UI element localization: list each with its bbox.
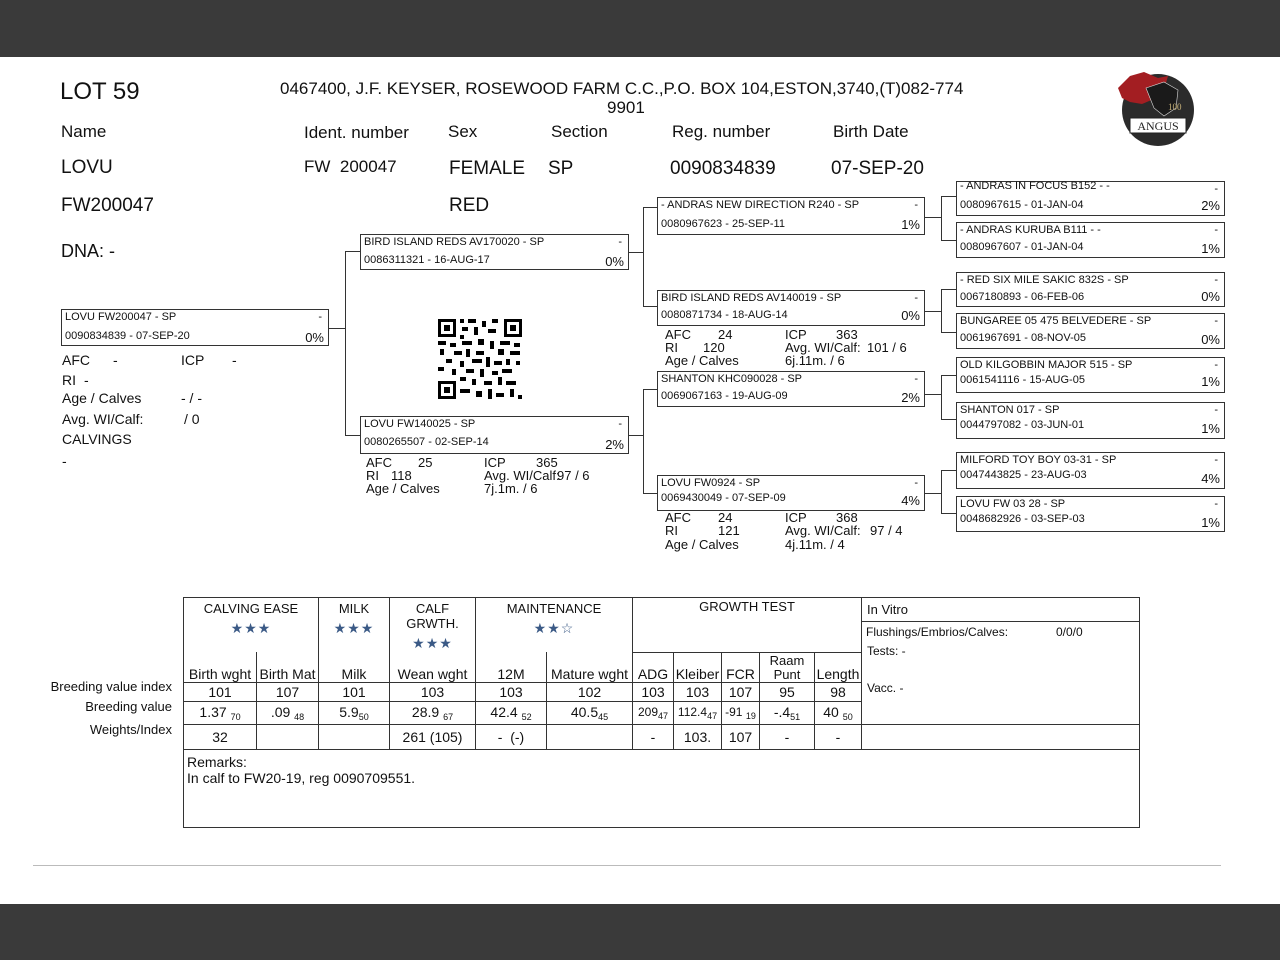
- connector-line: [941, 470, 956, 471]
- great-grandparent-box: [956, 496, 1225, 532]
- dam-reg: 0080265507 - 02-SEP-14: [364, 436, 489, 448]
- dna-status: DNA: -: [61, 241, 115, 261]
- group-maintenance-title: MAINTENANCE: [506, 601, 602, 616]
- connector-line: [941, 375, 942, 420]
- label-section: Section: [551, 122, 608, 141]
- great-grandparent-pct: 1%: [1201, 515, 1220, 530]
- dam-dam-pct: 4%: [901, 493, 920, 508]
- dam-dam-age: 4j.11m. / 4: [785, 537, 845, 552]
- index-cell: 107: [722, 682, 760, 701]
- dam-dam-wi: 97 / 4: [870, 523, 903, 538]
- great-grandparent-box: [956, 181, 1225, 216]
- value-cell: 28.9 $_{67}$: [390, 701, 476, 724]
- great-grandparent-reg: 0047443825 - 23-AUG-03: [960, 469, 1087, 481]
- value-cell: 40 $_{50}$: [815, 701, 862, 724]
- group-calving-ease-stars: ★★★: [230, 620, 272, 636]
- great-grandparent-box: [956, 313, 1225, 349]
- animal-code: FW200047: [61, 195, 154, 216]
- flushings-value: 0/0/0: [1056, 625, 1083, 639]
- remarks-text: In calf to FW20-19, reg 0090709551.: [187, 769, 416, 786]
- connector-line: [941, 289, 942, 333]
- dam-name: LOVU FW140025 - SP: [364, 418, 476, 430]
- connector-line: [643, 306, 657, 307]
- connector-line: [941, 375, 956, 376]
- dam-dam-wi-label: Avg. WI/Calf:: [785, 523, 861, 538]
- sire-dam-age: 6j.11m. / 6: [785, 353, 845, 368]
- sire-dam-icp: 363: [836, 327, 858, 342]
- side-panel: [862, 598, 1140, 725]
- remarks-box: [184, 749, 1140, 827]
- angus-logo: [1112, 68, 1196, 148]
- row-label-weights: Weights/Index: [89, 722, 172, 737]
- col-kleiber: Kleiber: [674, 652, 722, 682]
- index-cell: 101: [184, 682, 257, 701]
- connector-line: [941, 240, 956, 241]
- group-milk-stars: ★★★: [333, 620, 375, 636]
- sire-dam-reg: 0080871734 - 18-AUG-14: [661, 309, 788, 321]
- subject-ri: -: [84, 372, 89, 388]
- great-grandparent-name: SHANTON 017 - SP: [960, 404, 1060, 416]
- dam-box: [360, 416, 629, 454]
- label-name: Name: [61, 122, 107, 141]
- weight-cell: 103.: [674, 724, 722, 749]
- connector-line: [941, 470, 942, 514]
- col-12m: 12M: [476, 652, 547, 682]
- connector-line: [925, 217, 941, 218]
- great-grandparent-name: - RED SIX MILE SAKIC 832S - SP: [960, 274, 1129, 286]
- connector-line: [643, 207, 644, 307]
- group-maintenance-stars: ★★☆: [533, 620, 575, 636]
- sire-dam-icp-label: ICP: [785, 327, 807, 342]
- great-grandparent-box: [956, 222, 1225, 258]
- index-cell: 101: [319, 682, 390, 701]
- animal-colour: RED: [449, 195, 490, 216]
- great-grandparent-dash: -: [1214, 183, 1218, 195]
- dam-dam-ri: 121: [718, 523, 740, 538]
- great-grandparent-dash: -: [1214, 498, 1218, 510]
- group-milk: [319, 598, 390, 653]
- dam-dam-ri-label: RI: [665, 523, 678, 538]
- group-calving-ease-title: CALVING EASE: [203, 601, 299, 616]
- sire-sire-dash: -: [914, 199, 918, 211]
- dam-pct: 2%: [605, 437, 624, 452]
- subject-calvings: -: [62, 453, 67, 469]
- col-raam-punt: Raam Punt: [760, 652, 815, 682]
- dam-age: 7j.1m. / 6: [484, 481, 538, 496]
- group-calf-growth: [390, 598, 476, 653]
- vacc-label: Vacc. -: [867, 681, 904, 695]
- sire-sire-reg: 0080967623 - 25-SEP-11: [661, 218, 785, 230]
- dam-ri: 118: [391, 468, 412, 483]
- subject-icp: -: [232, 352, 237, 368]
- dam-dam-reg: 0069430049 - 07-SEP-09: [661, 492, 786, 504]
- weight-cell: -: [633, 724, 674, 749]
- col-adg: ADG: [633, 652, 674, 682]
- weight-cell: 107: [722, 724, 760, 749]
- dam-wi: 97 / 6: [557, 468, 590, 483]
- dam-afc-label: AFC: [366, 455, 392, 470]
- label-reg: Reg. number: [672, 122, 771, 141]
- animal-section: SP: [548, 158, 574, 179]
- dam-icp-label: ICP: [484, 455, 506, 470]
- owner-line-1: 0467400, J.F. KEYSER, ROSEWOOD FARM C.C.,P.O. BOX 104,ESTON,3740,(T)082-774: [280, 79, 964, 98]
- logo-number: 100: [1168, 102, 1182, 112]
- great-grandparent-name: - ANDRAS IN FOCUS B152 - -: [960, 180, 1110, 192]
- dam-sire-box: [657, 371, 925, 407]
- weight-cell: [257, 724, 319, 749]
- great-grandparent-name: MILFORD TOY BOY 03-31 - SP: [960, 454, 1117, 466]
- group-maintenance: [476, 598, 633, 653]
- value-cell: 42.4 $_{52}$: [476, 701, 547, 724]
- sire-sire-pct: 1%: [901, 217, 920, 232]
- flushings-label: Flushings/Embrios/Calves:: [866, 625, 1009, 639]
- top-frame-bar: [0, 0, 1280, 57]
- dam-sire-dash: -: [914, 373, 918, 385]
- subject-wi-label: Avg. WI/Calf:: [62, 411, 144, 427]
- great-grandparent-box: [956, 402, 1225, 439]
- great-grandparent-reg: 0061967691 - 08-NOV-05: [960, 332, 1086, 344]
- weight-cell: - (-): [476, 724, 547, 749]
- great-grandparent-dash: -: [1214, 224, 1218, 236]
- dam-dash: -: [618, 418, 622, 430]
- qr-code: [436, 317, 524, 401]
- connector-line: [941, 196, 956, 197]
- great-grandparent-name: BUNGAREE 05 475 BELVEDERE - SP: [960, 315, 1152, 327]
- index-cell: 107: [257, 682, 319, 701]
- sire-sire-box: [657, 197, 925, 235]
- connector-line: [925, 311, 941, 312]
- dam-dam-afc: 24: [718, 510, 733, 525]
- animal-reg: 0090834839: [670, 158, 776, 179]
- connector-line: [643, 493, 657, 494]
- animal-name: LOVU: [61, 157, 113, 178]
- subject-icp-label: ICP: [181, 352, 205, 368]
- great-grandparent-name: OLD KILGOBBIN MAJOR 515 - SP: [960, 359, 1133, 371]
- index-cell: 102: [547, 682, 633, 701]
- sire-dam-dash: -: [914, 292, 918, 304]
- dam-ri-label: RI: [366, 468, 379, 483]
- group-calf-growth-stars: ★★★: [412, 635, 453, 651]
- sire-sire-name: - ANDRAS NEW DIRECTION R240 - SP: [661, 199, 860, 211]
- great-grandparent-name: - ANDRAS KURUBA B111 - -: [960, 224, 1101, 236]
- great-grandparent-box: [956, 452, 1225, 489]
- group-calving-ease: [184, 598, 319, 653]
- col-fcr: FCR: [722, 652, 760, 682]
- dam-sire-reg: 0069067163 - 19-AUG-09: [661, 390, 788, 402]
- subject-pct: 0%: [305, 330, 324, 345]
- logo-text: ANGUS: [1137, 119, 1179, 133]
- great-grandparent-pct: 1%: [1201, 421, 1220, 436]
- dam-dam-icp: 368: [836, 510, 858, 525]
- index-cell: 95: [760, 682, 815, 701]
- connector-line: [941, 513, 956, 514]
- sire-pct: 0%: [605, 254, 624, 269]
- sire-dam-ri-label: RI: [665, 340, 678, 355]
- sire-name: BIRD ISLAND REDS AV170020 - SP: [364, 236, 545, 248]
- dam-wi-label: Avg. WI/Calf:: [484, 468, 560, 483]
- sire-dam-box: [657, 290, 925, 326]
- great-grandparent-pct: 0%: [1201, 289, 1220, 304]
- dam-sire-name: SHANTON KHC090028 - SP: [661, 373, 803, 385]
- col-birth-wght: Birth wght: [184, 652, 257, 682]
- great-grandparent-reg: 0048682926 - 03-SEP-03: [960, 513, 1085, 525]
- dam-dam-afc-label: AFC: [665, 510, 691, 525]
- col-wean-wght: Wean wght: [390, 652, 476, 682]
- connector-line: [941, 196, 942, 241]
- connector-line: [643, 389, 657, 390]
- dam-sire-pct: 2%: [901, 390, 920, 405]
- sire-dam-age-label: Age / Calves: [665, 353, 739, 368]
- index-cell: 103: [633, 682, 674, 701]
- great-grandparent-name: LOVU FW 03 28 - SP: [960, 498, 1066, 510]
- subject-calvings-label: CALVINGS: [62, 431, 132, 447]
- weight-cell: -: [815, 724, 862, 749]
- great-grandparent-reg: 0080967615 - 01-JAN-04: [960, 199, 1084, 211]
- index-cell: 103: [390, 682, 476, 701]
- group-growth-test: [633, 598, 862, 653]
- sire-dam-afc: 24: [718, 327, 733, 342]
- connector-line: [345, 251, 346, 436]
- great-grandparent-pct: 2%: [1201, 198, 1220, 213]
- great-grandparent-reg: 0080967607 - 01-JAN-04: [960, 241, 1084, 253]
- great-grandparent-box: [956, 272, 1225, 307]
- great-grandparent-pct: 1%: [1201, 374, 1220, 389]
- sire-dash: -: [618, 236, 622, 248]
- footer-divider: [33, 865, 1221, 866]
- great-grandparent-dash: -: [1214, 359, 1218, 371]
- great-grandparent-pct: 4%: [1201, 471, 1220, 486]
- sire-box: [360, 234, 629, 270]
- sire-dam-wi-label: Avg. WI/Calf:: [785, 340, 861, 355]
- dam-dam-age-label: Age / Calves: [665, 537, 739, 552]
- side-panel-bottom: [862, 724, 1140, 749]
- subject-afc: -: [113, 352, 118, 368]
- index-cell: 98: [815, 682, 862, 701]
- subject-age: - / -: [181, 390, 202, 406]
- sire-dam-ri: 120: [703, 340, 725, 355]
- connector-line: [643, 389, 644, 494]
- subject-ri-label: RI: [62, 372, 76, 388]
- connector-line: [925, 394, 941, 395]
- weight-cell: [547, 724, 633, 749]
- sire-dam-pct: 0%: [901, 308, 920, 323]
- col-length: Length: [815, 652, 862, 682]
- connector-line: [345, 251, 360, 252]
- great-grandparent-dash: -: [1214, 404, 1218, 416]
- label-sex: Sex: [448, 122, 478, 141]
- great-grandparent-reg: 0061541116 - 15-AUG-05: [960, 374, 1085, 386]
- index-cell: 103: [674, 682, 722, 701]
- remarks-label: Remarks:: [187, 753, 247, 770]
- dam-afc: 25: [418, 455, 433, 470]
- row-label-value: Breeding value: [85, 699, 172, 714]
- value-cell: $209_{47}$: [633, 701, 674, 724]
- connector-line: [329, 328, 345, 329]
- subject-wi: / 0: [184, 411, 200, 427]
- connector-line: [643, 207, 657, 208]
- owner-line-2: 9901: [607, 98, 645, 117]
- col-milk: Milk: [319, 652, 390, 682]
- dam-dam-icp-label: ICP: [785, 510, 807, 525]
- dam-age-label: Age / Calves: [366, 481, 440, 496]
- value-cell: 1.37 $_{70}$: [184, 701, 257, 724]
- label-birth: Birth Date: [833, 122, 909, 141]
- value-cell: $5.9_{50}$: [319, 701, 390, 724]
- bottom-frame-bar: [0, 904, 1280, 960]
- in-vitro-label: In Vitro: [862, 598, 1139, 622]
- great-grandparent-dash: -: [1214, 315, 1218, 327]
- great-grandparent-reg: 0067180893 - 06-FEB-06: [960, 291, 1085, 303]
- value-cell: $40.5_{45}$: [547, 701, 633, 724]
- subject-box: [61, 309, 329, 346]
- index-cell: 103: [476, 682, 547, 701]
- sire-dam-afc-label: AFC: [665, 327, 691, 342]
- value-cell: -91 $_{19}$: [722, 701, 760, 724]
- sire-reg: 0086311321 - 16-AUG-17: [364, 254, 490, 266]
- group-calf-growth-title: CALF GRWTH.: [406, 601, 459, 631]
- dam-dam-dash: -: [914, 477, 918, 489]
- connector-line: [941, 419, 956, 420]
- dam-icp: 365: [536, 455, 558, 470]
- animal-ident: FW 200047: [304, 157, 397, 176]
- group-growth-test-title: GROWTH TEST: [699, 599, 795, 614]
- animal-birth: 07-SEP-20: [831, 158, 924, 179]
- subject-age-label: Age / Calves: [62, 390, 142, 406]
- great-grandparent-reg: 0044797082 - 03-JUN-01: [960, 419, 1085, 431]
- great-grandparent-pct: 0%: [1201, 332, 1220, 347]
- weight-cell: 261 (105): [390, 724, 476, 749]
- value-cell: $-.4_{51}$: [760, 701, 815, 724]
- subject-name: LOVU FW200047 - SP: [65, 311, 177, 323]
- weight-cell: -: [760, 724, 815, 749]
- connector-line: [629, 435, 643, 436]
- weight-cell: 32: [184, 724, 257, 749]
- animal-sex: FEMALE: [449, 158, 526, 179]
- value-cell: .09 $_{48}$: [257, 701, 319, 724]
- connector-line: [629, 252, 643, 253]
- connector-line: [345, 435, 360, 436]
- subject-dash: -: [318, 311, 322, 323]
- label-ident: Ident. number: [304, 123, 409, 142]
- col-birth-mat: Birth Mat: [257, 652, 319, 682]
- col-mature-wght: Mature wght: [547, 652, 633, 682]
- group-milk-title: MILK: [338, 601, 370, 616]
- weight-cell: [319, 724, 390, 749]
- sire-dam-wi: 101 / 6: [867, 340, 907, 355]
- subject-reg: 0090834839 - 07-SEP-20: [65, 330, 190, 342]
- breeding-values-table: [183, 597, 1140, 828]
- connector-line: [941, 289, 956, 290]
- dam-dam-name: LOVU FW0924 - SP: [661, 477, 761, 489]
- row-label-index: Breeding value index: [50, 679, 172, 694]
- connector-line: [941, 332, 956, 333]
- great-grandparent-dash: -: [1214, 454, 1218, 466]
- great-grandparent-pct: 1%: [1201, 241, 1220, 256]
- great-grandparent-box: [956, 357, 1225, 393]
- connector-line: [925, 493, 941, 494]
- tests-label: Tests: -: [867, 644, 906, 658]
- subject-afc-label: AFC: [62, 352, 90, 368]
- great-grandparent-dash: -: [1214, 274, 1218, 286]
- dam-dam-box: [657, 475, 925, 511]
- sire-dam-name: BIRD ISLAND REDS AV140019 - SP: [661, 292, 842, 304]
- lot-number: LOT 59: [60, 78, 140, 105]
- value-cell: $112.4_{47}$: [674, 701, 722, 724]
